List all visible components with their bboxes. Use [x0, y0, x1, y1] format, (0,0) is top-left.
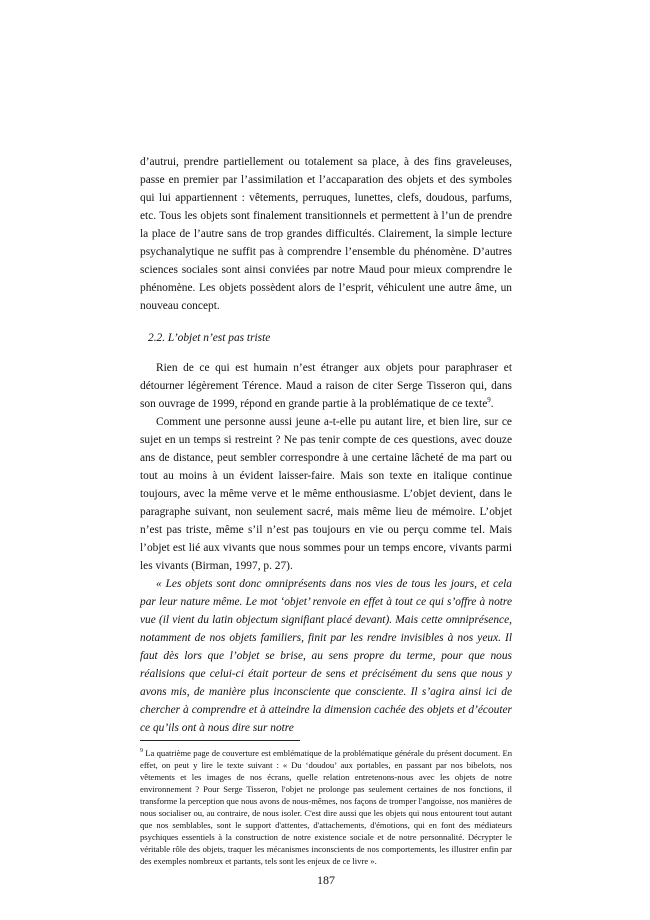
paragraph-questions: Comment une personne aussi jeune a-t-elle pu autant lire, et bien lire, sur ce sujet en un temps si restreint ? Ne pas tenir compte de ces questions, avec douze ans de distance, peut sembler correspondre à une certaine lâcheté de ma part ou tout au moins à un évident laisser-faire. Mais son texte en italique continue toujours, avec la même verve et le même enthousiasme. L’objet devient, dans le paragraphe suivant, non seulement sacré, mais même lieu de mémoire. L’objet n’est pas triste, même s’il n’est pas toujours en vie ou perçu comme tel. Mais l’objet est lié aux vivants que nous sommes pour un temps encore, vivants parmi les vivants (Birman, 1997, p. 27).	[140, 416, 512, 572]
footnote-text: La quatrième page de couverture est emblématique de la problématique générale du présent document. En effet, on peut y lire le texte suivant : « Du ‘doudou’ aux portables, en passant par nos bibelots, nos vêtements et les images de nos écrans, quelle relation entretenons-nous avec les objets de notre environnement ? Pour Serge Tisseron, l'objet ne prolonge pas seulement certaines de nos fonctions, il transforme la perception que nous avons de nous-mêmes, nos façons de tromper l'angoisse, nos manières de nous socialiser ou, au contraire, de nous isoler. C'est dire aussi que les objets qui nous entourent tout autant que nos semblables, sont le support d'attentes, d'attachements, d'émotions, qui en font des médiateurs psychiques essentiels à la construction de notre existence sociale et de notre personnalité. Décrypter le véritable rôle des objets, traquer les mécanismes inconscients de nos comportements, les illustrer enfin par des exemples nombreux et partants, tels sont les enjeux de ce livre ».	[140, 748, 512, 866]
paragraph-terence	[140, 359, 512, 413]
footnote-number: 9	[140, 748, 143, 755]
paragraph-continuation: d’autrui, prendre partiellement ou totalement sa place, à des fins graveleuses, passe en premier par l’assimilation et l’accaparation des objets et des symboles qui lui appartiennent : vêtements, perruques, lunettes, clefs, doudous, parfums, etc. Tous les objets sont finalement transitionnels et permettent à l’un de prendre la place de l’autre sans de trop grandes difficultés. Clairement, la simple lecture psychanalytique ne suffit pas à comprendre l’ensemble du phénomène. D’autres sciences sociales sont ainsi conviées par notre Maud pour mieux comprendre le phénomène. Les objets possèdent alors de l’esprit, véhiculent une autre âme, un nouveau concept.	[140, 156, 512, 312]
page-content	[140, 153, 512, 888]
footnote-separator	[140, 740, 300, 741]
section-heading: 2.2. L’objet n’est pas triste	[148, 332, 271, 344]
footnote	[140, 747, 512, 867]
paragraph-terence-end: .	[490, 398, 494, 410]
italic-quotation: « Les objets sont donc omniprésents dans nos vies de tous les jours, et cela par leur nature même. Le mot ‘objet’ renvoie en effet à tout ce qui s’offre à notre vue (il vient du latin objectum signifiant placé devant). Mais cette omniprésence, notamment de nos objets familiers, finit par les rendre invisibles à nos yeux. Il faut dès lors que l’objet se brise, au sens propre du terme, pour que nous réalisions que celui-ci était porteur de sens et précisément du sens que nous y avons mis, de manière plus inconsciente que consciente. Il s’agira ainsi ici de chercher à comprendre et à atteindre la dimension cachée des objets et d’écouter ce qu’ils ont à nous dire sur notre	[140, 578, 512, 734]
paragraph-terence-text: Rien de ce qui est humain n’est étranger aux objets pour paraphraser et détourner légèrement Térence. Maud a raison de citer Serge Tisseron qui, dans son ouvrage de 1999, répond en grande partie à la problématique de ce texte	[140, 362, 512, 410]
page-number: 187	[317, 873, 335, 887]
footnote-reference[interactable]: 9	[487, 396, 491, 405]
